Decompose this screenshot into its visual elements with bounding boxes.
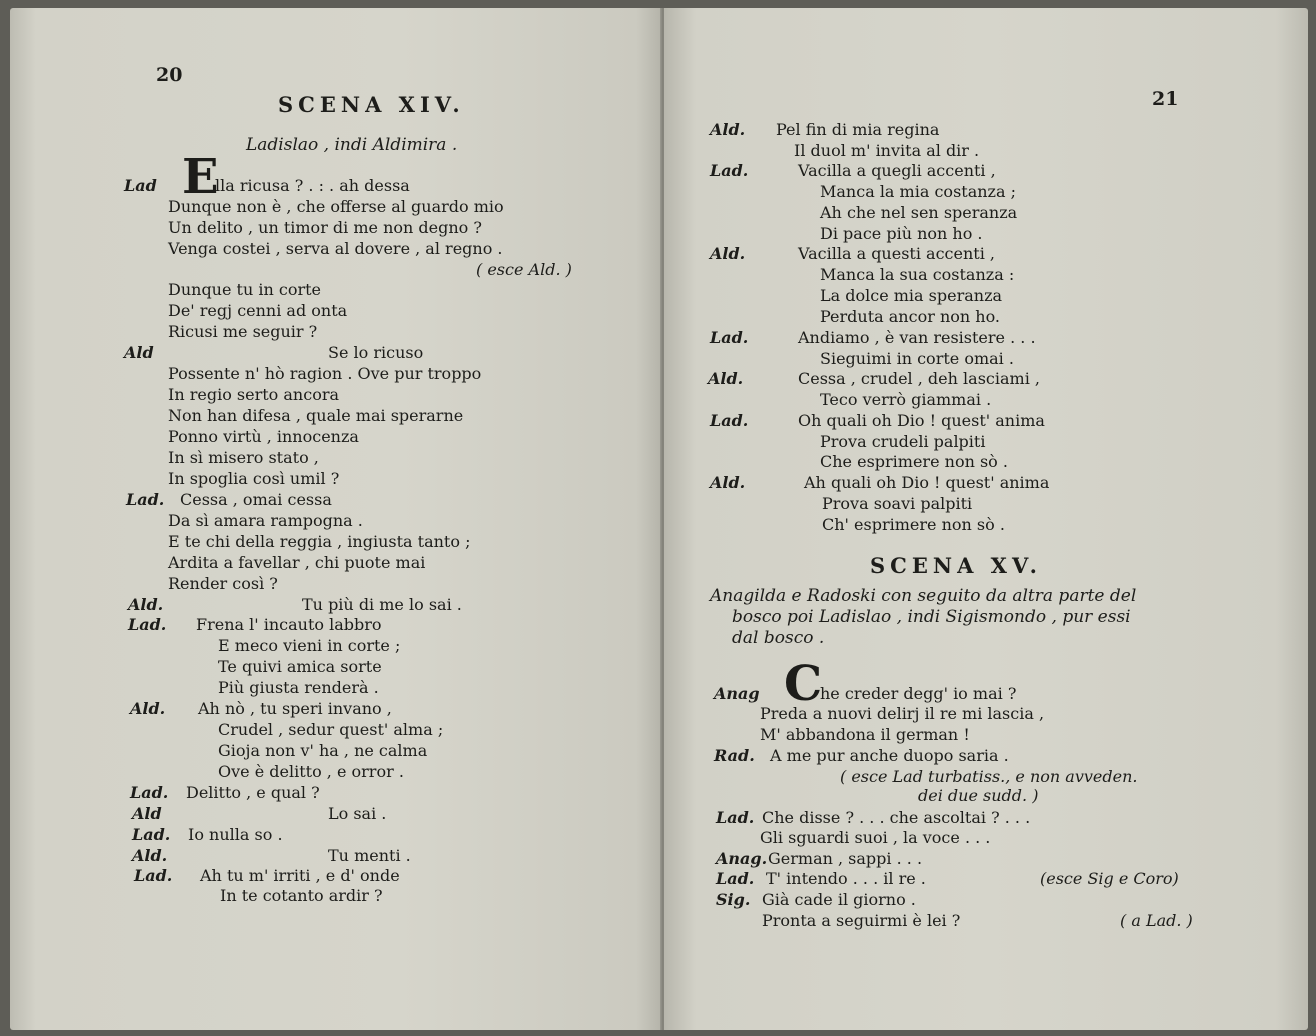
- verse-line: Gioja non v' ha , ne calma: [218, 741, 428, 760]
- verse-line: T' intendo . . . il re .: [766, 869, 926, 888]
- verse-line: Dunque tu in corte: [168, 280, 322, 299]
- verse-line: Ponno virtù , innocenza: [168, 427, 359, 446]
- verse-line: Ah nò , tu speri invano ,: [198, 699, 392, 718]
- scene-title: SCENA XIV.: [278, 92, 465, 117]
- speaker-label: Lad.: [126, 490, 165, 509]
- speaker-label: Lad.: [710, 328, 749, 347]
- verse-line: Manca la mia costanza ;: [820, 182, 1016, 201]
- verse-line: Andiamo , è van resistere . . .: [798, 328, 1036, 347]
- speaker-label: Lad.: [716, 869, 755, 888]
- speaker-label: Ald.: [128, 595, 164, 614]
- verse-line: Che disse ? . . . che ascoltai ? . . .: [762, 808, 1031, 827]
- verse-line: Da sì amara rampogna .: [168, 511, 363, 530]
- stage-direction: ( esce Lad turbatiss., e non avveden.: [840, 767, 1138, 786]
- verse-line: Non han difesa , quale mai sperarne: [168, 406, 464, 425]
- verse-line: Te quivi amica sorte: [218, 657, 382, 676]
- verse-line: Dunque non è , che offerse al guardo mio: [168, 197, 504, 216]
- stage-direction: ( a Lad. ): [1120, 911, 1193, 930]
- speaker-label: Ald: [124, 343, 154, 362]
- speaker-label: Ald.: [710, 244, 746, 263]
- speaker-label: Lad.: [134, 866, 173, 885]
- verse-line: Ardita a favellar , chi puote mai: [168, 553, 426, 572]
- verse-line: Vacilla a quegli accenti ,: [798, 161, 996, 180]
- stage-direction: ( esce Ald. ): [476, 260, 572, 279]
- drop-cap: E: [182, 149, 219, 205]
- right-page: [664, 8, 1308, 1030]
- speaker-label: Rad.: [714, 746, 755, 765]
- scene-characters: [710, 586, 1136, 649]
- verse-line: Render così ?: [168, 574, 278, 593]
- verse-line: Di pace più non ho .: [820, 224, 983, 243]
- speaker-label: Ald: [132, 804, 162, 823]
- verse-line: Pronta a seguirmi è lei ?: [762, 911, 961, 930]
- speaker-label: Lad: [124, 176, 157, 195]
- verse-line: Gli sguardi suoi , la voce . . .: [760, 828, 991, 847]
- page-number: 21: [1152, 88, 1179, 110]
- verse-line: De' regj cenni ad onta: [168, 301, 348, 320]
- verse-line: Frena l' incauto labbro: [196, 615, 382, 634]
- verse-line: Tu più di me lo sai .: [302, 595, 462, 614]
- speaker-label: Ald.: [710, 473, 746, 492]
- speaker-label: Lad.: [710, 411, 749, 430]
- verse-line: Già cade il giorno .: [762, 890, 916, 909]
- verse-line: German , sappi . . .: [768, 849, 923, 868]
- verse-line: Prova soavi palpiti: [822, 494, 973, 513]
- speaker-label: Lad.: [710, 161, 749, 180]
- stage-direction: (esce Sig e Coro): [1040, 869, 1179, 888]
- verse-line: Crudel , sedur quest' alma ;: [218, 720, 444, 739]
- speaker-label: Lad.: [716, 808, 755, 827]
- verse-line: Lo sai .: [328, 804, 387, 823]
- verse-line: Pel fin di mia regina: [776, 120, 940, 139]
- page-number: 20: [156, 64, 183, 86]
- verse-line: Oh quali oh Dio ! quest' anima: [798, 411, 1045, 430]
- verse-line: In te cotanto ardir ?: [220, 886, 383, 905]
- verse-line: La dolce mia speranza: [820, 286, 1003, 305]
- speaker-label: Sig.: [716, 890, 751, 909]
- verse-line: In spoglia così umil ?: [168, 469, 340, 488]
- verse-line: A me pur anche duopo saria .: [770, 746, 1009, 765]
- verse-line: Io nulla so .: [188, 825, 283, 844]
- speaker-label: Ald.: [710, 120, 746, 139]
- verse-line: Tu menti .: [328, 846, 411, 865]
- verse-line: Che esprimere non sò .: [820, 452, 1008, 471]
- verse-line: Manca la sua costanza :: [820, 265, 1015, 284]
- stage-direction: dei due sudd. ): [918, 786, 1039, 805]
- verse-line: Sieguimi in corte omai .: [820, 349, 1014, 368]
- verse-line: he creder degg' io mai ?: [820, 684, 1017, 703]
- verse-line: Teco verrò giammai .: [820, 390, 992, 409]
- verse-line: Se lo ricuso: [328, 343, 424, 362]
- characters-line: Anagilda e Radoski con seguito da altra parte del: [710, 586, 1137, 606]
- verse-line: Ah quali oh Dio ! quest' anima: [804, 473, 1050, 492]
- verse-line: Preda a nuovi delirj il re mi lascia ,: [760, 704, 1045, 723]
- speaker-label: Ald.: [708, 369, 744, 388]
- characters-line: dal bosco .: [732, 628, 825, 648]
- verse-line: Ricusi me seguir ?: [168, 322, 318, 341]
- verse-line: E meco vieni in corte ;: [218, 636, 401, 655]
- verse-line: Cessa , omai cessa: [180, 490, 332, 509]
- verse-line: Perduta ancor non ho.: [820, 307, 1001, 326]
- characters-line: bosco poi Ladislao , indi Sigismondo , pur essi: [732, 607, 1131, 627]
- speaker-label: Anag: [714, 684, 760, 703]
- scene-characters: Ladislao , indi Aldimira .: [246, 135, 458, 155]
- speaker-label: Ald.: [130, 699, 166, 718]
- speaker-label: Ald.: [132, 846, 168, 865]
- verse-line: Prova crudeli palpiti: [820, 432, 986, 451]
- drop-cap: C: [784, 656, 823, 712]
- verse-line: Ove è delitto , e orror .: [218, 762, 404, 781]
- speaker-label: Lad.: [130, 783, 169, 802]
- speaker-label: Anag.: [716, 849, 768, 868]
- verse-line: Un delito , un timor di me non degno ?: [168, 218, 482, 237]
- scene-title: SCENA XV.: [870, 553, 1042, 578]
- verse-line: Ah che nel sen speranza: [820, 203, 1018, 222]
- verse-line: Venga costei , serva al dovere , al regno .: [168, 239, 503, 258]
- left-page: [10, 8, 662, 1030]
- verse-line: Delitto , e qual ?: [186, 783, 320, 802]
- verse-line: Ah tu m' irriti , e d' onde: [200, 866, 400, 885]
- verse-line: Cessa , crudel , deh lasciami ,: [798, 369, 1040, 388]
- verse-line: In regio serto ancora: [168, 385, 340, 404]
- verse-line: Più giusta renderà .: [218, 678, 379, 697]
- verse-line: lla ricusa ? . : . ah dessa: [215, 176, 410, 195]
- verse-line: Il duol m' invita al dir .: [794, 141, 980, 160]
- verse-line: In sì misero stato ,: [168, 448, 319, 467]
- speaker-label: Lad.: [132, 825, 171, 844]
- verse-line: M' abbandona il german !: [760, 725, 970, 744]
- verse-line: Possente n' hò ragion . Ove pur troppo: [168, 364, 482, 383]
- verse-line: Ch' esprimere non sò .: [822, 515, 1005, 534]
- verse-line: Vacilla a questi accenti ,: [798, 244, 995, 263]
- speaker-label: Lad.: [128, 615, 167, 634]
- verse-line: E te chi della reggia , ingiusta tanto ;: [168, 532, 471, 551]
